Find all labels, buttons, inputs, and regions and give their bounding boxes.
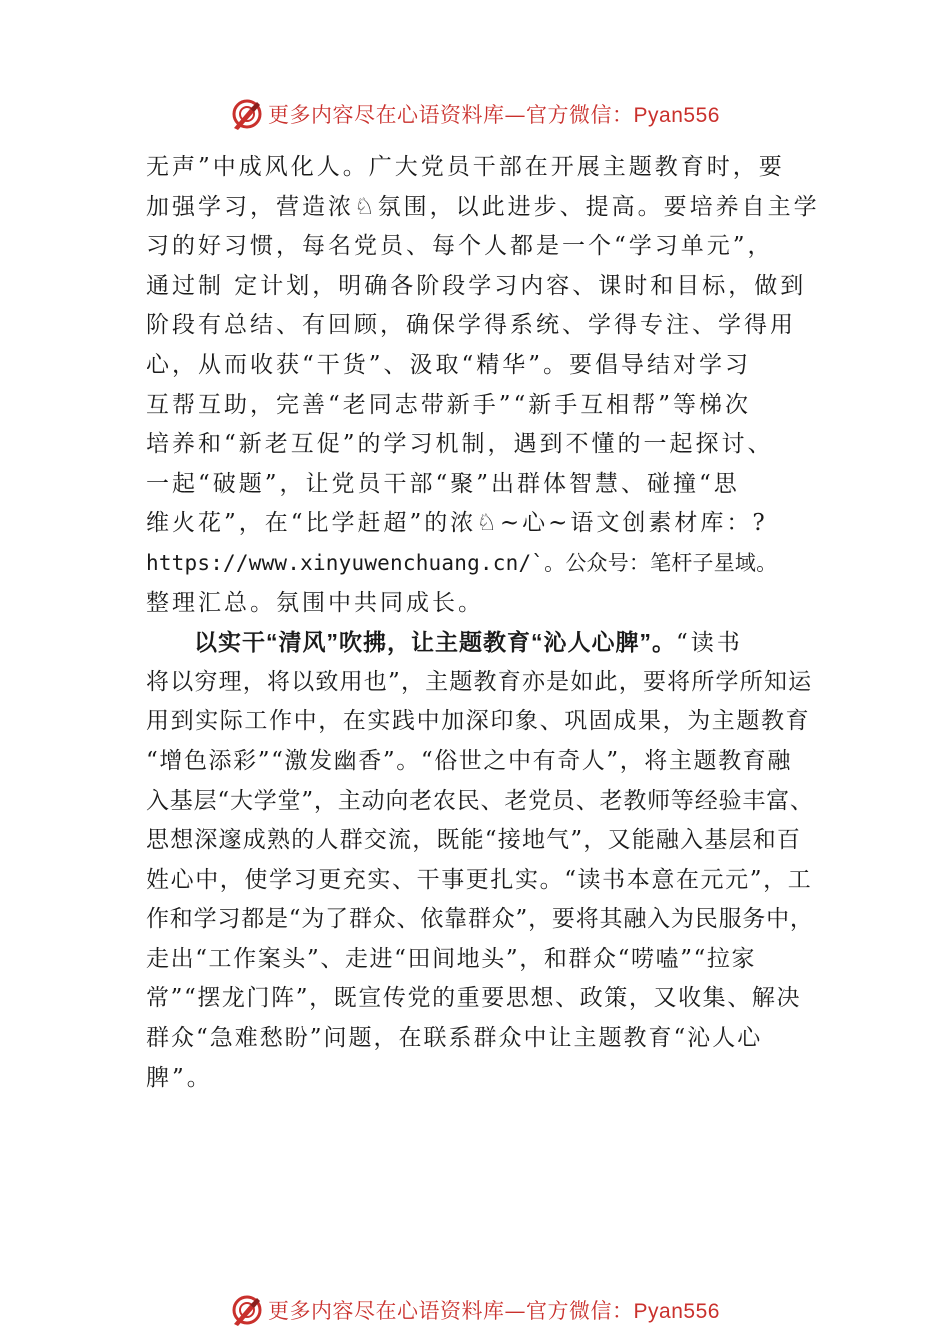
text-line: 姓心中，使学习更充实、干事更扎实。“读书本意在元元”，工: [146, 866, 813, 893]
footer-banner-label: 更多内容尽在心语资料库—官方微信：: [268, 1299, 634, 1323]
text-line: 整理汇总。氛围中共同成长。: [146, 589, 484, 616]
text-line-url: https://www.xinyuwenchuang.cn/`。公众号：笔杆子星域。: [146, 550, 778, 575]
text-line: “增色添彩”“激发幽香”。“俗世之中有奇人”，将主题教育融: [146, 747, 792, 774]
header-wechat-id: Pyan556: [633, 104, 720, 127]
text-line: 加强学习，营造浓♘氛围，以此进步、提高。要培养自主学: [146, 193, 820, 220]
text-line: 培养和“新老互促”的学习机制，遇到不懂的一起探讨、: [146, 431, 774, 458]
text-line: 常”“摆龙门阵”，既宣传党的重要思想、政策，又收集、解决: [146, 985, 802, 1012]
text-line: 心，从而收获“干货”、汲取“精华”。要倡导结对学习: [146, 351, 752, 378]
text-line: 思想深邃成熟的人群交流，既能“接地气”，又能融入基层和百: [146, 827, 802, 854]
text-line: 无声”中成风化人。广大党员干部在开展主题教育时，要: [146, 154, 785, 180]
text-line: 作和学习都是“为了群众、依靠群众”，要将其融入为民服务中，: [146, 906, 814, 933]
section-heading: 以实干“清风”吹拂，让主题教育“沁人心脾”。: [194, 629, 676, 656]
header-banner-text: [268, 99, 720, 129]
header-banner-label: 更多内容尽在心语资料库—官方微信：: [268, 103, 634, 127]
text-line: 用到实际工作中，在实践中加深印象、巩固成果，为主题教育: [146, 708, 811, 735]
text-line: 将以穷理，将以致用也”，主题教育亦是如此，要将所学所知运: [146, 668, 813, 695]
footer-wechat-id: Pyan556: [633, 1300, 720, 1323]
text-line: 通过制 定计划，明确各阶段学习内容、课时和目标，做到: [146, 272, 807, 299]
text-fragment: “读书: [676, 630, 743, 657]
pen-logo-icon: [230, 97, 264, 131]
pen-logo-icon: [230, 1293, 264, 1327]
text-line: 群众“急难愁盼”问题，在联系群众中让主题教育“沁人心: [146, 1025, 763, 1052]
text-line: 互帮互助，完善“老同志带新手”“新手互相帮”等梯次: [146, 391, 752, 418]
text-line: 一起“破题”，让党员干部“聚”出群体智慧、碰撞“思: [146, 470, 740, 497]
footer-banner-text: [268, 1295, 720, 1325]
text-line: 阶段有总结、有回顾，确保学得系统、学得专注、学得用: [146, 312, 796, 339]
text-line: 维火花”，在“比学赶超”的浓♘~心~语文创素材库：?: [146, 510, 768, 537]
paragraph2-first-line: [146, 623, 826, 663]
document-body: [146, 148, 826, 1098]
text-line: 脾”。: [146, 1064, 213, 1091]
text-line: 习的好习惯，每名党员、每个人都是一个“学习单元”，: [146, 233, 774, 260]
text-line: 入基层“大学堂”，主动向老农民、老党员、老教师等经验丰富、: [146, 787, 814, 814]
footer-banner: [0, 1290, 950, 1330]
text-line: 走出“工作案头”、走进“田间地头”，和群众“唠嗑”“拉家: [146, 945, 757, 972]
header-banner: [0, 94, 950, 134]
